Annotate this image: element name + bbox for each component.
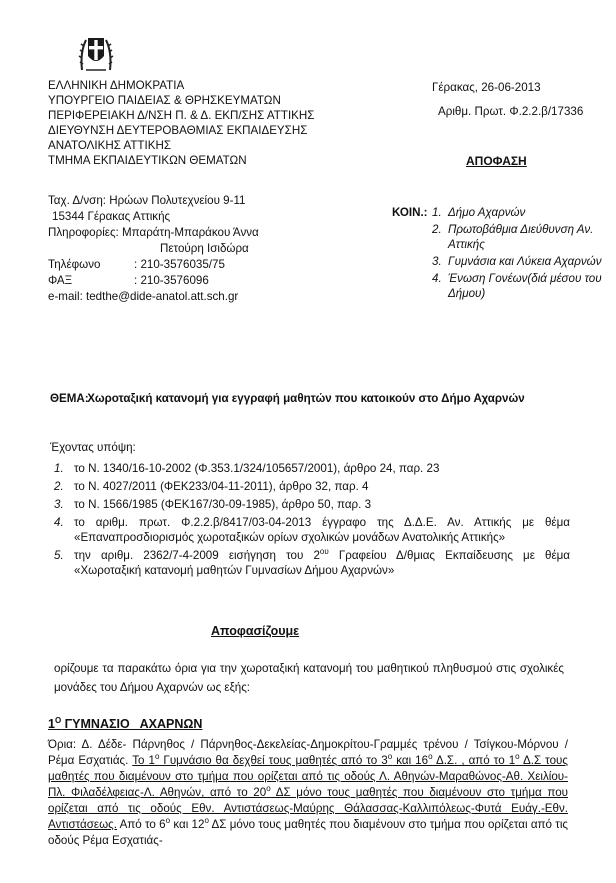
- koin-list: [432, 205, 616, 303]
- subject-label: ΘΕΜΑ:: [50, 392, 89, 405]
- info-name: Μπαράτη-Μπαράκου Άννα: [122, 226, 259, 239]
- info-line: [48, 225, 259, 241]
- reference-item: 2. το Ν. 4027/2011 (ΦΕΚ233/04-11-2011), άρθρο 32, παρ. 4: [54, 480, 369, 493]
- issuer-line: ΑΝΑΤΟΛΙΚΗΣ ΑΤΤΙΚΗΣ: [48, 139, 172, 152]
- issuer-line: ΤΜΗΜΑ ΕΚΠΑΙΔΕΥΤΙΚΩΝ ΘΕΜΑΤΩΝ: [48, 154, 247, 167]
- phone-line: [48, 257, 259, 273]
- info-name-2: Πετούρη Ισιδώρα: [160, 242, 249, 255]
- having-seen-label: Έχοντας υπόψη:: [50, 441, 136, 454]
- issuer-line: ΥΠΟΥΡΓΕΙΟ ΠΑΙΔΕΙΑΣ & ΘΡΗΣΚΕΥΜΑΤΩΝ: [48, 94, 281, 107]
- subject-line: [50, 390, 570, 407]
- subject-text: Χωροταξική κατανομή για εγγραφή μαθητών που κατοικούν στο Δήμο Αχαρνών: [87, 392, 525, 405]
- issuer-line: ΔΙΕΥΘΥΝΣΗ ΔΕΥΤΕΡΟΒΑΘΜΙΑΣ ΕΚΠΑΙΔΕΥΣΗΣ: [48, 124, 308, 137]
- koin-item: 3. Γυμνάσια και Λύκεια Αχαρνών: [432, 255, 602, 268]
- email-line: e-mail: tedthe@dide-anatol.att.sch.gr: [48, 290, 239, 303]
- contact-block: [48, 193, 259, 305]
- koin-item: 4. Ένωση Γονέων(διά μέσου του Δήμου): [432, 272, 602, 300]
- phone-label: Τηλέφωνο: [48, 258, 101, 271]
- document-date: Γέρακας, 26-06-2013: [432, 81, 541, 94]
- issuer-line: ΕΛΛΗΝΙΚΗ ΔΗΜΟΚΡΑΤΙΑ: [48, 79, 185, 92]
- fax-value: : 210-3576096: [134, 274, 209, 287]
- decision-title: ΑΠΟΦΑΣΗ: [466, 154, 527, 168]
- koin-label: ΚΟΙΝ.:: [392, 206, 428, 219]
- phone-value: : 210-3576035/75: [134, 258, 225, 271]
- info-label: Πληροφορίες:: [48, 226, 119, 239]
- fax-label: ΦΑΞ: [48, 274, 73, 287]
- references-list: [54, 461, 570, 581]
- koin-item: 1. Δήμο Αχαρνών: [432, 206, 526, 219]
- reference-item: 3. το Ν. 1566/1985 (ΦΕΚ167/30-09-1985), άρθρο 50, παρ. 3: [54, 498, 372, 511]
- intro-paragraph: ορίζουμε τα παρακάτω όρια για την χωροταξική κατανομή του μαθητικού πληθυσμού στις σχολικές μονάδες του Δήμου Αχαρνών ως εξής:: [54, 662, 564, 694]
- issuer-header: [48, 78, 314, 168]
- reference-item: 1. το Ν. 1340/16-10-2002 (Φ.353.1/324/105657/2001), άρθρο 24, παρ. 23: [54, 462, 440, 475]
- issuer-line: ΠΕΡΙΦΕΡΕΙΑΚΗ Δ/ΝΣΗ Π. & Δ. ΕΚΠ/ΣΗΣ ΑΤΤΙΚΗΣ: [48, 109, 315, 122]
- school-heading: $1^O$ ΓΥΜΝΑΣΙΟ ΑΧΑΡΝΩΝ: [48, 715, 203, 731]
- postal-line: 15344 Γέρακας Αττικής: [52, 210, 171, 223]
- address-line: Ταχ. Δ/νση: Ηρώων Πολυτεχνείου 9-11: [48, 194, 246, 207]
- fax-line: [48, 273, 259, 289]
- decide-title: Αποφασίζουμε: [211, 624, 300, 638]
- state-emblem-icon: [78, 30, 114, 74]
- reference-item: 4. το αριθμ. πρωτ. Φ.2.2.β/8417/03-04-2013 έγγραφο της Δ.Δ.Ε. Αν. Αττικής με θέμα «Επαναπροσδιορισμός χωροταξικών ορίων σχολικών μονάδων Ανατολικής Αττικής»: [54, 516, 570, 544]
- reference-item: 5. την αριθμ. 2362/7-4-2009 εισήγηση του $2^{o\upsilon}$ Γραφείου Δ/θμιας Εκπαίδευσης με θέμα «Χωροταξική κατανομή μαθητών Γυμνασίων Δήμου Αχαρνών»: [54, 547, 570, 577]
- koin-item: 2. Πρωτοβάθμια Διεύθυνση Αν. Αττικής: [432, 223, 594, 251]
- borders-paragraph: Όρια: Δ. Δέδε- Πάρνηθος / Πάρνηθος-Δεκελείας-Δημοκρίτου-Γραμμές τρένου / Τσίγκου-Μόρνου / Ρέμα Εσχατιάς. Το $1^o$ Γυμνάσιο θα δεχθεί τους μαθητές από το $3^o$ και $16^o$ Δ.Σ. , από το $1^o$ Δ.Σ τους μαθητές που διαμένουν στο τμήμα που ορίζεται από τις οδούς Λ. Αθηνών-Μαραθώνος-Αθ. Χειλίου-Πλ. Φιλαδέλφειας-Λ. Αθηνών, από το $20^o$ ΔΣ μόνο τους μαθητές που διαμένουν στο τμήμα που ορίζεται από τις οδούς Εθν. Αντιστάσεως-Μαύρης Θάλασσας-Καλλιπόλεως-Φυτά Ευάγ.-Εθν. Αντιστάσεως. Από το $6^o$ και $12^o$ ΔΣ μόνο τους μαθητές που διαμένουν στο τμήμα που ορίζεται από τις οδούς Ρέμα Εσχατιάς-: [48, 738, 569, 847]
- protocol-number: Αριθμ. Πρωτ. Φ.2.2.β/17336: [438, 105, 584, 118]
